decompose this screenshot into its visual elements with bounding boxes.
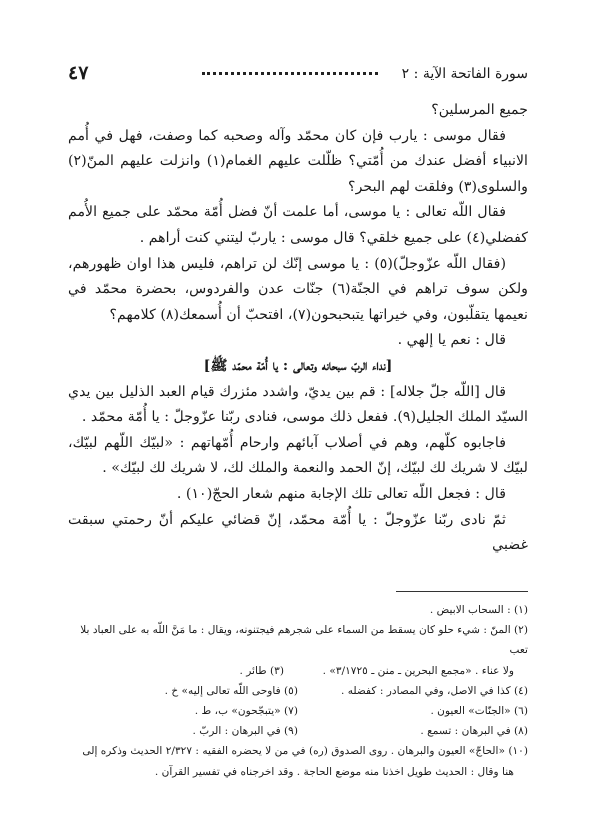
footnotes	[68, 600, 528, 782]
paragraph: فاجابوه كلّهم، وهم في أصلاب آبائهم وارحام أُمّهاتهم : «لبيّك اللّهم لبيّك، لبيّك لا شريك لك لبيّك، إنّ الحمد والنعمة والملك لك، لا شريك لك لبيّك» .	[68, 434, 528, 477]
footnote: (٥) فاوحى اللّه تعالى إليه» خ .	[164, 684, 298, 697]
footnote-row	[68, 721, 528, 741]
paragraph: فقال اللّه تعالى : يا موسى، أما علمت أنّ فضل أُمّة محمّد على جميع الأُمم كفضلي(٤) على جميع خلقي؟ قال موسى : ياربّ ليتني كنت أراهم .	[68, 204, 528, 246]
footnote-separator	[396, 591, 528, 592]
footnote-row	[68, 701, 528, 721]
footnote: (٦) «الجنّات» العيون .	[430, 705, 528, 718]
paragraph: قال [اللّه جلّ جلاله] : قم بين يديّ، واشدد مئزرك قيام العبد الذليل بين يدي السيّد الملك الجليل(٩). ففعل ذلك موسى، فنادى ربّنا عزّوجلّ : يا أُمّة محمّد .	[68, 383, 528, 426]
footnote-row	[68, 681, 528, 701]
running-title: سورة الفاتحة الآية : ٢	[401, 66, 528, 82]
paragraph: قال : نعم يا إلهي .	[397, 332, 506, 349]
paragraph: قال : فجعل اللّه تعالى تلك الإجابة منهم شعار الحجّ(١٠) .	[176, 485, 506, 502]
footnote-row	[68, 661, 528, 681]
footnote: (١) : السحاب الابيض .	[429, 604, 528, 616]
paragraph: فقال موسى : يارب فإن كان محمّد وآله وصحبه كما وصفت، فهل في أُمم الانبياء أفضل عندك من أُمّتي؟ ظلّلت عليهم الغمام(١) وانزلت عليهم المنّ(٢) والسلوى(٣) وفلقت لهم البحر؟	[68, 127, 528, 195]
page-header	[68, 62, 528, 88]
footnote: (٧) «يتبجّحون» ب، ط .	[194, 705, 298, 718]
paragraph: جميع المرسلين؟	[431, 102, 528, 118]
footnote: (١٠) «الحاجّ» العيون والبرهان . روى الصدوق (ره) في من لا يحضره الفقيه : ٢/٣٢٧ الحديث وذكره إلى	[82, 745, 528, 758]
footnote: هنا وقال : الحديث طويل اخذنا منه موضع الحاجة . وقد اخرجناه في تفسير القرآن .	[154, 765, 514, 778]
main-text	[68, 98, 528, 559]
footnote: (٣) طائر .	[239, 664, 284, 677]
paragraph: ثمّ نادى ربّنا عزّوجلّ : يا أُمّة محمّد، إنّ قضائي عليكم أنّ رحمتي سبقت غضبي	[68, 511, 528, 554]
footnote: (٤) كذا في الاصل، وفي المصادر : كفضله .	[340, 684, 528, 697]
footnote: (٨) في البرهان : تسمع .	[420, 725, 528, 738]
footnote: (٩) في البرهان : الربّ .	[192, 725, 298, 738]
section-heading: [نداء الربّ سبحانه وتعالى : يا أُمّة محمّد ﷺ]	[203, 357, 393, 374]
footnote: (٢) المنّ : شيء حلو كان يسقط من السماء على شجرهم فيجتنونه، ويقال : ما مَنَّ اللّه به على العباد بلا تعب	[80, 624, 528, 657]
page-number: ٤٧	[68, 62, 89, 84]
footnote: ولا عناء . «مجمع البحرين ـ منن ـ ٣/١٧٢٥» .	[322, 664, 514, 677]
paragraph: (فقال اللّه عزّوجلّ)(٥) : يا موسى إنّك لن تراهم، فليس هذا اوان ظهورهم، ولكن سوف تراهم في الجنّة(٦) جنّات عدن والفردوس، بحضرة محمّد في نعيمها يتقلّبون، وفي خيراتها يتبحبحون(٧)، افتحبّ أن أُسمعك(٨) كلامهم؟	[68, 255, 528, 323]
header-dotted-rule	[202, 72, 378, 75]
